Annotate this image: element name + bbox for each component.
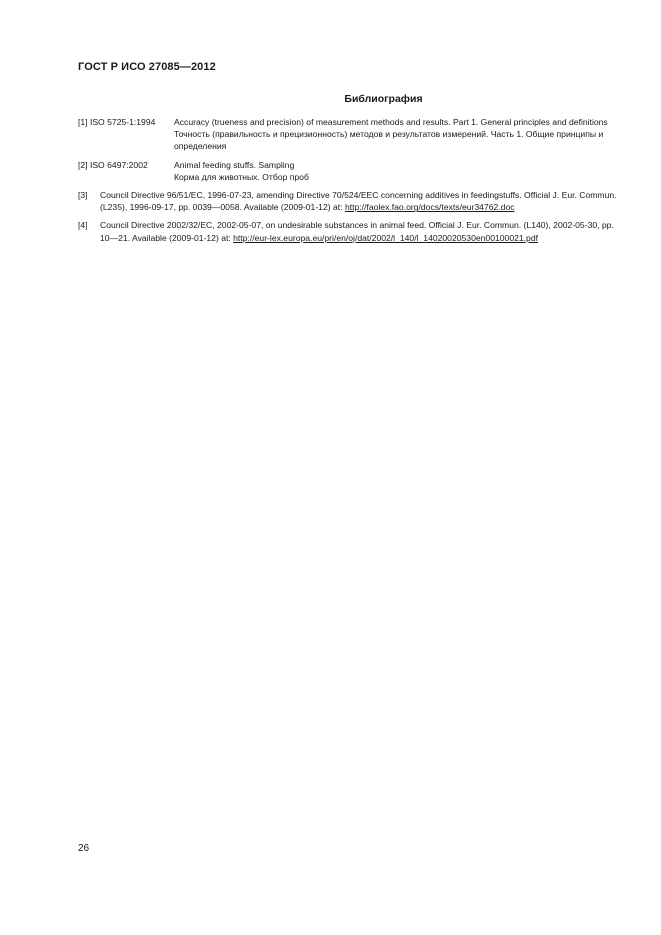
reference-link[interactable]: http://eur-lex.europa.eu/pri/en/oj/dat/2002/l_140/l_14020020530en00100021.pdf <box>233 232 538 243</box>
bibliography-list <box>78 116 619 250</box>
page-number: 26 <box>78 843 90 854</box>
reference-item-2 <box>78 159 619 183</box>
reference-text: Council Directive 96/51/EC, 1996-07-23, amending Directive 70/524/EEC concerning additives in feedingstuffs. Official J. Eur. Commun. (L235), 1996-09-17, pp. 0039—0058. Available (2009-01-12) at: <box>100 190 617 213</box>
reference-title-ru: Точность (правильность и прецизионность) методов и результатов измерений. Часть 1. Общие принципы и определения <box>174 129 604 152</box>
reference-text: Council Directive 2002/32/EC, 2002-05-07, on undesirable substances in animal feed. Official J. Eur. Commun. (L140), 2002-05-30, pp. 10—21. Available (2009-01-12) at: <box>100 220 614 243</box>
reference-body <box>174 159 619 183</box>
reference-title-ru: Корма для животных. Отбор проб <box>174 171 309 182</box>
reference-body <box>174 116 619 153</box>
reference-label: [1] ISO 5725-1:1994 <box>78 117 156 127</box>
reference-label: [2] ISO 6497:2002 <box>78 159 148 170</box>
document-code-header: ГОСТ Р ИСО 27085—2012 <box>78 61 216 73</box>
reference-body <box>100 219 619 243</box>
reference-item-4 <box>78 219 619 243</box>
reference-link[interactable]: http://faolex.fao.org/docs/texts/eur34762.doc <box>344 202 515 213</box>
reference-item-3 <box>78 189 619 213</box>
reference-number: [3] <box>78 190 88 201</box>
reference-item-1 <box>78 116 619 153</box>
reference-number: [4] <box>78 220 88 231</box>
bibliography-title: Библиография <box>344 93 423 105</box>
reference-body <box>100 189 619 213</box>
reference-title-en: Accuracy (trueness and precision) of measurement methods and results. Part 1. General principles and definitions <box>174 117 608 127</box>
reference-title-en: Animal feeding stuffs. Sampling <box>174 159 295 170</box>
